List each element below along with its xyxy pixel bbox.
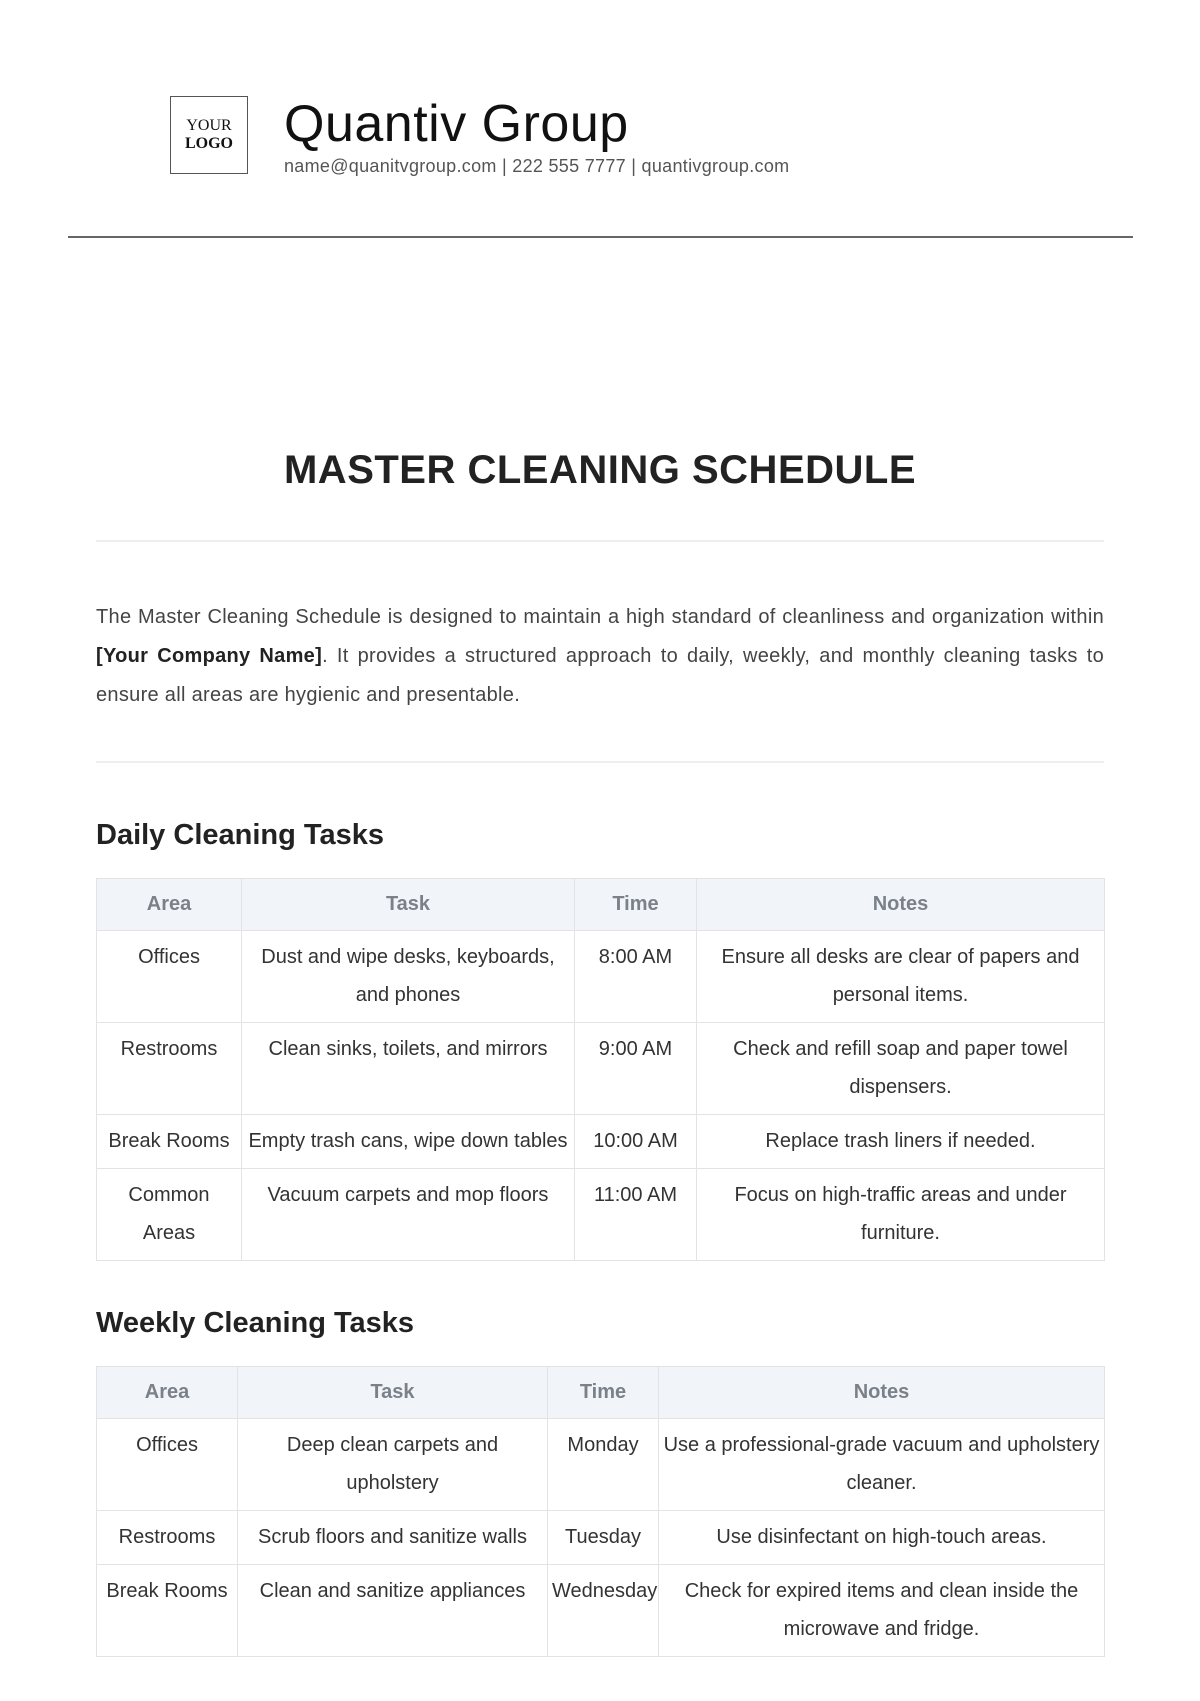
table-row (97, 1115, 1105, 1169)
cell-time: 8:00 AM (575, 931, 697, 1023)
cell-time: Wednesday (548, 1565, 659, 1657)
column-header-notes: Notes (697, 879, 1105, 931)
cell-area: Restrooms (97, 1023, 242, 1115)
title-divider (96, 540, 1104, 542)
brand-block (284, 94, 789, 177)
cell-notes: Replace trash liners if needed. (697, 1115, 1105, 1169)
table-row (97, 931, 1105, 1023)
intro-divider (96, 761, 1104, 763)
document-title: MASTER CLEANING SCHEDULE (283, 448, 917, 492)
cell-area: Offices (97, 1419, 238, 1511)
company-name-placeholder: [Your Company Name] (96, 645, 323, 667)
column-header-area: Area (97, 879, 242, 931)
column-header-notes: Notes (659, 1367, 1105, 1419)
cell-notes: Use a professional-grade vacuum and upholstery cleaner. (659, 1419, 1105, 1511)
cell-area: Break Rooms (97, 1565, 238, 1657)
table-row (97, 1565, 1105, 1657)
table-row (97, 1511, 1105, 1565)
table-row (97, 1419, 1105, 1511)
table-header-row (97, 879, 1105, 931)
letterhead (170, 96, 789, 177)
cell-area: Common Areas (97, 1169, 242, 1261)
logo-text-line1: YOUR (186, 117, 232, 134)
intro-text-end: . It provides a structured approach to daily, weekly, and monthly cleaning tasks to ensure all areas are hygienic and presentable. (96, 645, 1104, 706)
column-header-time: Time (575, 879, 697, 931)
document-body (96, 440, 1104, 1657)
cell-area: Offices (97, 931, 242, 1023)
cell-notes: Check for expired items and clean inside the microwave and fridge. (659, 1565, 1105, 1657)
cell-notes: Check and refill soap and paper towel dispensers. (697, 1023, 1105, 1115)
column-header-area: Area (97, 1367, 238, 1419)
table-row (97, 1169, 1105, 1261)
intro-text-start: The Master Cleaning Schedule is designed to maintain a high standard of cleanliness and organization within (96, 606, 1104, 628)
table-row (97, 1023, 1105, 1115)
cell-time: 9:00 AM (575, 1023, 697, 1115)
cell-time: Monday (548, 1419, 659, 1511)
header-divider (68, 236, 1133, 238)
column-header-time: Time (548, 1367, 659, 1419)
contact-info: name@quanitvgroup.com | 222 555 7777 | quantivgroup.com (284, 156, 790, 176)
logo-text-line2: LOGO (184, 135, 233, 152)
column-header-task: Task (242, 879, 575, 931)
weekly-tasks-table (96, 1366, 1105, 1657)
cell-notes: Focus on high-traffic areas and under furniture. (697, 1169, 1105, 1261)
table-header-row (97, 1367, 1105, 1419)
cell-task: Vacuum carpets and mop floors (242, 1169, 575, 1261)
cell-notes: Use disinfectant on high-touch areas. (659, 1511, 1105, 1565)
daily-tasks-heading: Daily Cleaning Tasks (96, 819, 384, 851)
logo-placeholder (170, 96, 248, 174)
cell-time: 10:00 AM (575, 1115, 697, 1169)
company-name: Quantiv Group (284, 95, 629, 153)
cell-task: Dust and wipe desks, keyboards, and phones (242, 931, 575, 1023)
daily-tasks-table (96, 878, 1105, 1261)
cell-task: Empty trash cans, wipe down tables (242, 1115, 575, 1169)
cell-task: Clean and sanitize appliances (238, 1565, 548, 1657)
intro-paragraph (96, 598, 1104, 715)
cell-task: Clean sinks, toilets, and mirrors (242, 1023, 575, 1115)
cell-time: 11:00 AM (575, 1169, 697, 1261)
cell-notes: Ensure all desks are clear of papers and personal items. (697, 931, 1105, 1023)
cell-task: Deep clean carpets and upholstery (238, 1419, 548, 1511)
column-header-task: Task (238, 1367, 548, 1419)
weekly-tasks-heading: Weekly Cleaning Tasks (96, 1307, 415, 1339)
cell-time: Tuesday (548, 1511, 659, 1565)
cell-area: Break Rooms (97, 1115, 242, 1169)
cell-area: Restrooms (97, 1511, 238, 1565)
cell-task: Scrub floors and sanitize walls (238, 1511, 548, 1565)
